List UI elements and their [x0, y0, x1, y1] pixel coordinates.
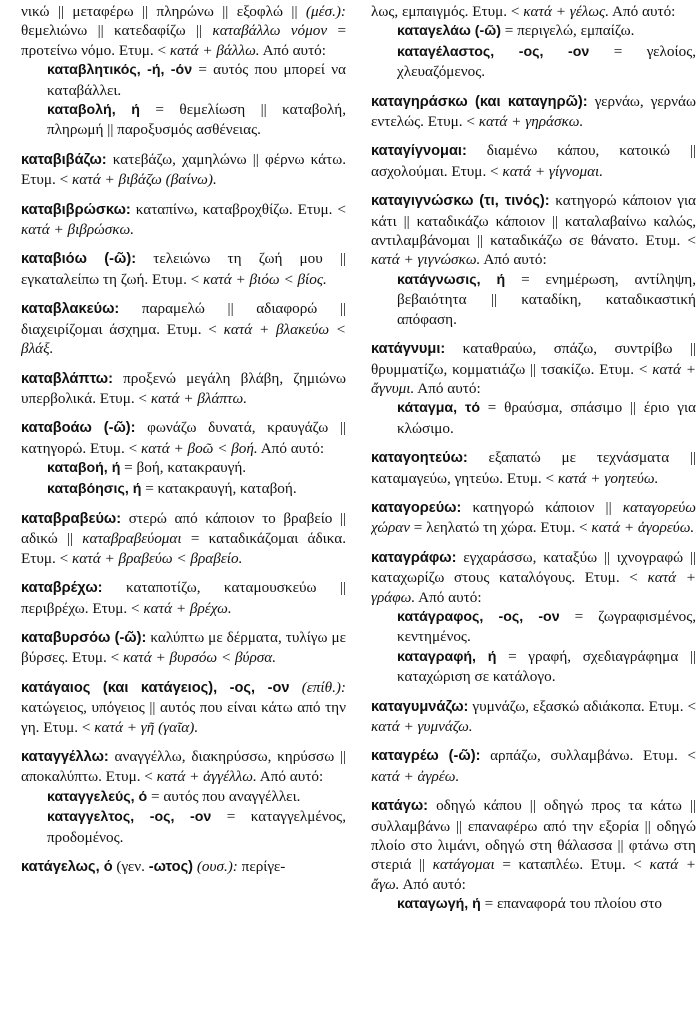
entry: καταβιόω (-ῶ): τελειώνω τη ζωή μου || εγκαταλείπω τη ζωή. Ετυμ. < κατά + βιόω < βίος.: [21, 250, 346, 288]
entry: καταγρέω (-ῶ): αρπάζω, συλλαμβάνω. Ετυμ. < κατά + ἀγρέω.: [371, 747, 696, 785]
derived-terms: [397, 894, 696, 914]
derived-terms: [397, 270, 696, 329]
entry: κατάγνυμι: καταθραύω, σπάζω, συντρίβω || θρυμματίζω, κομματιάζω || τσακίζω. Ετυμ. < κατά + ἄγνυμι. Από αυτό:: [371, 340, 696, 397]
headword: καταβιβρώσκω:: [21, 201, 131, 218]
headword: καταγυμνάζω:: [371, 698, 469, 715]
derived-terms: [397, 607, 696, 687]
headword: καταβοάω (-ῶ):: [21, 420, 136, 437]
derived-term: κατάγνωσις, ή = ενημέρωση, αντίληψη, βεβαιότητα || καταδίκη, καταδικαστική απόφαση.: [397, 270, 696, 328]
headword: καταγιγνώσκω (τι, τινός):: [371, 193, 550, 210]
entry: καταγορεύω: κατηγορώ κάποιον || καταγορεύω χώραν = λεηλατώ τη χώρα. Ετυμ. < κατά + ἀγορεύω.: [371, 498, 696, 537]
entry: καταβραβεύω: στερώ από κάποιον το βραβείο || αδικώ || καταβραβεύομαι = καταδικάζομαι άδικα. Ετυμ. < κατά + βραβεύω < βραβείο.: [21, 509, 346, 567]
derived-term: καταβόησις, ή = κατακραυγή, καταβοή.: [47, 479, 297, 497]
headword: καταβραβεύω:: [21, 510, 122, 527]
headword: καταγορεύω:: [371, 499, 462, 516]
headword: καταγγέλλω:: [21, 749, 109, 765]
entry: καταβιβάζω: κατεβάζω, χαμηλώνω || φέρνω κάτω. Ετυμ. < κατά + βιβάζω (βαίνω).: [21, 150, 346, 189]
entry-continuation: νικώ || μεταφέρω || πληρώνω || εξοφλώ || (μέσ.): θεμελιώνω || κατεδαφίζω || καταβάλλω νόμον = προτείνω νόμο. Ετυμ. < κατά + βάλλω. Από αυτό:: [21, 3, 346, 59]
derived-terms: [397, 398, 696, 438]
headword: κατάγαιος (και κατάγειος), -ος, -ον: [21, 679, 290, 696]
right-column: [371, 2, 696, 1033]
entry-continuation: λως, εμπαιγμός. Ετυμ. < κατά + γέλως. Από αυτό:: [371, 3, 676, 20]
entry: καταγίγνομαι: διαμένω κάπου, κατοικώ || ασχολούμαι. Ετυμ. < κατά + γίγνομαι.: [371, 142, 696, 180]
entry: καταγηράσκω (και καταγηρῶ): γερνάω, γερνάω εντελώς. Ετυμ. < κατά + γηράσκω.: [371, 92, 696, 131]
entry: καταγυμνάζω: γυμνάζω, εξασκώ αδιάκοπα. Ετυμ. < κατά + γυμνάζω.: [371, 697, 696, 735]
derived-term: καταγραφή, ή = γραφή, σχεδιαγράφημα || καταχώριση σε κατάλογο.: [397, 647, 696, 686]
headword: καταγηράσκω (και καταγηρῶ):: [371, 93, 588, 110]
headword: καταγρέω (-ῶ):: [371, 748, 481, 765]
entry: καταβρέχω: καταποτίζω, καταμουσκεύω || περιβρέχω. Ετυμ. < κατά + βρέχω.: [21, 579, 346, 617]
derived-term: καταγγελτος, -ος, -ον = καταγγελμένος, προδομένος.: [47, 808, 346, 846]
derived-term: κάταγμα, τό = θραύσμα, σπάσιμο || έριο για κλώσιμο.: [397, 399, 696, 437]
headword: κατάγω:: [371, 798, 429, 815]
headword: καταβλακεύω:: [21, 301, 120, 318]
derived-term: καταγγελεύς, ό = αυτός που αναγγέλλει.: [47, 787, 301, 805]
derived-term: καταβοή, ή = βοή, κατακραυγή.: [47, 459, 247, 477]
headword: κατάγνυμι:: [371, 341, 446, 358]
derived-terms: [47, 60, 346, 140]
entry: κατάγελως, ό (γεν. -ωτος) (ουσ.): περίγε-: [21, 858, 286, 876]
derived-term: κατάγραφος, -ος, -ον = ζωγραφισμένος, κεντημένος.: [397, 607, 696, 646]
headword: καταβυρσόω (-ῶ):: [21, 629, 147, 646]
headword: καταβιβάζω:: [21, 151, 107, 168]
entry: καταβλάπτω: προξενώ μεγάλη βλάβη, ζημιώνω υπερβολικά. Ετυμ. < κατά + βλάπτω.: [21, 369, 346, 407]
derived-term: καταγέλαστος, -ος, -ον = γελοίος, χλευαζόμενος.: [397, 42, 696, 81]
derived-term: καταγελάω (-ῶ) = περιγελώ, εμπαίζω.: [397, 22, 635, 40]
entry: καταβοάω (-ῶ): φωνάζω δυνατά, κραυγάζω || κατηγορώ. Ετυμ. < κατά + βοῶ < βοή. Από αυτό:: [21, 419, 346, 457]
derived-terms: [47, 458, 346, 499]
derived-terms: [47, 787, 346, 847]
entry: καταγράφω: εγχαράσσω, καταξύω || ιχνογραφώ || καταχωρίζω στους καταλόγους. Ετυμ. < κατά + γράφω. Από αυτό:: [371, 548, 696, 606]
derived-term: καταγωγή, ή = επαναφορά του πλοίου στο: [397, 895, 663, 913]
entry: κατάγαιος (και κατάγειος), -ος, -ον (επίθ.): κατώγειος, υπόγειος || αυτός που είναι κάτω από την γη. Ετυμ. < κατά + γῆ (γαῖα).: [21, 678, 346, 736]
headword: καταβιόω (-ῶ):: [21, 251, 137, 268]
entry: κατάγω: οδηγώ κάπου || οδηγώ προς τα κάτω || συλλαμβάνω || επαναφέρω από την εξορία || οδηγώ πλοίο στο λιμάνι, οδηγώ στη θάλασσα || φτάνω στη στεριά || κατάγομαι = καταπλέω. Ετυμ. < κατά + ἄγω. Από αυτό:: [371, 797, 696, 893]
derived-terms: [397, 21, 696, 81]
headword: καταγράφω:: [371, 549, 457, 566]
headword: καταγοητεύω:: [371, 450, 468, 467]
headword: καταβρέχω:: [21, 580, 103, 597]
entry: καταβλακεύω: παραμελώ || αδιαφορώ || διαχειρίζομαι άσχημα. Ετυμ. < κατά + βλακεύω < βλάξ.: [21, 300, 346, 358]
headword: καταβλάπτω:: [21, 370, 113, 387]
derived-term: καταβλητικός, -ή, -όν = αυτός που μπορεί να καταβάλλει.: [47, 61, 346, 99]
entry: καταγιγνώσκω (τι, τινός): κατηγορώ κάποιον για κάτι || καταδικάζω κάποιον || καταλαβαίνω καλώς, αντιλαμβάνομαι || καταδικάζω σε θάνατο. Ετυμ. < κατά + γιγνώσκω. Από αυτό:: [371, 192, 696, 269]
entry: καταβυρσόω (-ῶ): καλύπτω με δέρματα, τυλίγω με βύρσες. Ετυμ. < κατά + βυρσόω < βύρσα.: [21, 628, 346, 667]
entry: καταβιβρώσκω: καταπίνω, καταβροχθίζω. Ετυμ. < κατά + βιβρώσκω.: [21, 200, 346, 239]
headword: κατάγελως, ό: [21, 859, 113, 876]
entry: καταγγέλλω: αναγγέλλω, διακηρύσσω, κηρύσσω || αποκαλύπτω. Ετυμ. < κατά + ἀγγέλλω. Από αυτό:: [21, 748, 346, 786]
left-column: [21, 2, 346, 1033]
derived-term: καταβολή, ή = θεμελίωση || καταβολή, πληρωμή || παροξυσμός ασθένειας.: [47, 101, 346, 139]
headword: καταγίγνομαι:: [371, 143, 467, 160]
entry: καταγοητεύω: εξαπατώ με τεχνάσματα || καταμαγεύω, γητεύω. Ετυμ. < κατά + γοητεύω.: [371, 449, 696, 487]
